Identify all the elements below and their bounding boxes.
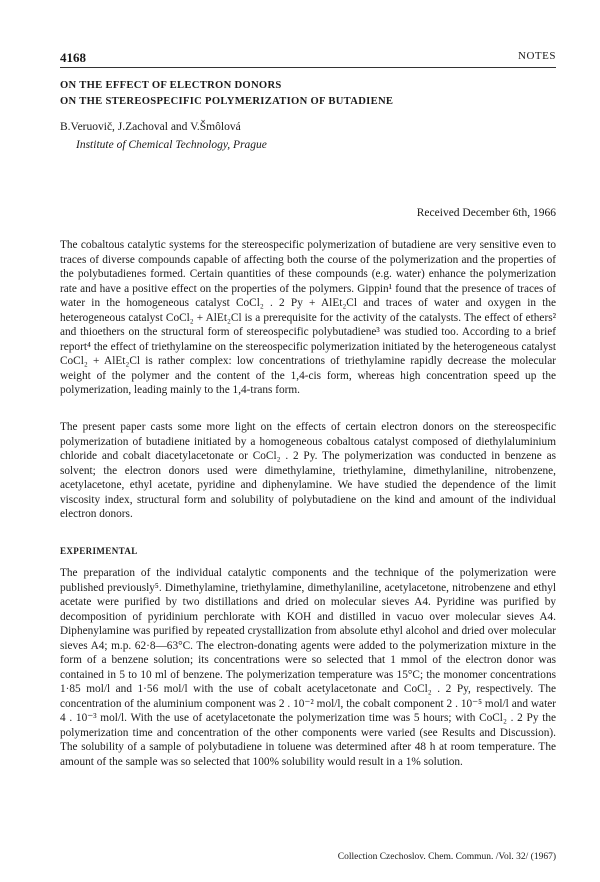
section-label: NOTES	[518, 50, 556, 62]
page-header	[60, 50, 556, 66]
title-line: ON THE STEREOSPECIFIC POLYMERIZATION OF BUTADIENE	[60, 96, 394, 107]
received-date: Received December 6th, 1966	[416, 207, 556, 219]
page-number: 4168	[60, 50, 86, 65]
title-line: ON THE EFFECT OF ELECTRON DONORS	[60, 80, 282, 91]
institution: Institute of Chemical Technology, Prague	[76, 139, 267, 151]
body-paragraph: The present paper casts some more light on the effects of certain electron donors on the stereospecific polymerization of butadiene initiated by a homogeneous cobaltous catalyst composed of diethylaluminium chloride and cobalt diacetylacetonate or CoCl₂ . 2 Py. The polymerization was conducted in benzene as solvent; the electron donors used were dimethylamine, triethylamine, dimethylaniline, nitrobenzene, acetylacetone, ethyl acetate, pyridine and diphenylamine. We have studied the dependence of the limit viscosity index, structural form and solubility of polybutadiene on the kind and amount of the individual electron donors.	[60, 421, 556, 520]
body-paragraph: The cobaltous catalytic systems for the stereospecific polymerization of butadiene are very sensitive even to traces of diverse compounds capable of affecting both the course of the polymerization and the properties of the polybutadienes formed. Certain quantities of these compounds (e.g. water) enhance the polymerization rate and have a positive effect on the properties of the polymers. Gippin¹ found that the presence of traces of water in the homogeneous catalyst CoCl₂ . 2 Py + AlEt₂Cl and traces of water and oxygen in the heterogeneous catalyst CoCl₂ + AlEt₂Cl is a prerequisite for the activity of the catalysts. The effect of ethers² and thioethers on the structural form of stereospecific polybutadiene³ was studied too. According to a brief report⁴ the effect of triethylamine on the stereospecific polymerization initiated by the heterogeneous catalyst CoCl₂ + AlEt₂Cl is rather complex: low concentrations of triethylamine rapidly decrease the molecular weight of the polymer and the content of the 1,4-cis form, whereas high concentration speed up the polymerization, leading mainly to the 1,4-trans form.	[60, 239, 556, 396]
body-paragraph: The preparation of the individual catalytic components and the technique of the polymerization were published previously⁵. Dimethylamine, triethylamine, dimethylaniline, acetylacetone, nitrobenzene and ethyl acetate were purified by two distillations and dried on molecular sieves A4. Pyridine was purified by decomposition of pyridinium perchlorate with KOH and distilled in vacuo over molecular sieves A4. Diphenylamine was purified by repeated crystallization from absolute ethyl alcohol and dried over molecular sieves A4; m.p. 62·8—63°C. The electron-donating agents were added to the polymerization mixture in the form of a benzene solution; its concentrations were so selected that 1 mmol of the electron donor was contained in 5 to 10 ml of benzene. The polymerization temperature was 15°C; the monomer concentrations 1·85 mol/l and 1·56 mol/l with the use of cobalt acetylacetonate and CoCl₂ . 2 Py, respectively. The concentration of the aluminium component was 2 . 10⁻² mol/l, the cobalt component 2 . 10⁻⁵ mol/l and water 4 . 10⁻³ mol/l. With the use of acetylacetonate the polymerization time was 5 hours; with CoCl₂ . 2 Py the polymerization time and concentration of the other components were varied (see Results and Discussion). The solubility of a sample of polybutadiene in toluene was determined after 48 h at room temperature. The amount of the sample was so selected that 100% solubility would result in a 1% solution.	[60, 567, 556, 768]
section-heading: EXPERIMENTAL	[60, 546, 138, 556]
page-footer: Collection Czechoslov. Chem. Commun. /Vol. 32/ (1967)	[337, 852, 556, 862]
authors: B.Veruovič, J.Zachoval and V.Šmôlová	[60, 121, 241, 133]
article-title	[60, 78, 556, 110]
header-rule	[60, 67, 556, 68]
